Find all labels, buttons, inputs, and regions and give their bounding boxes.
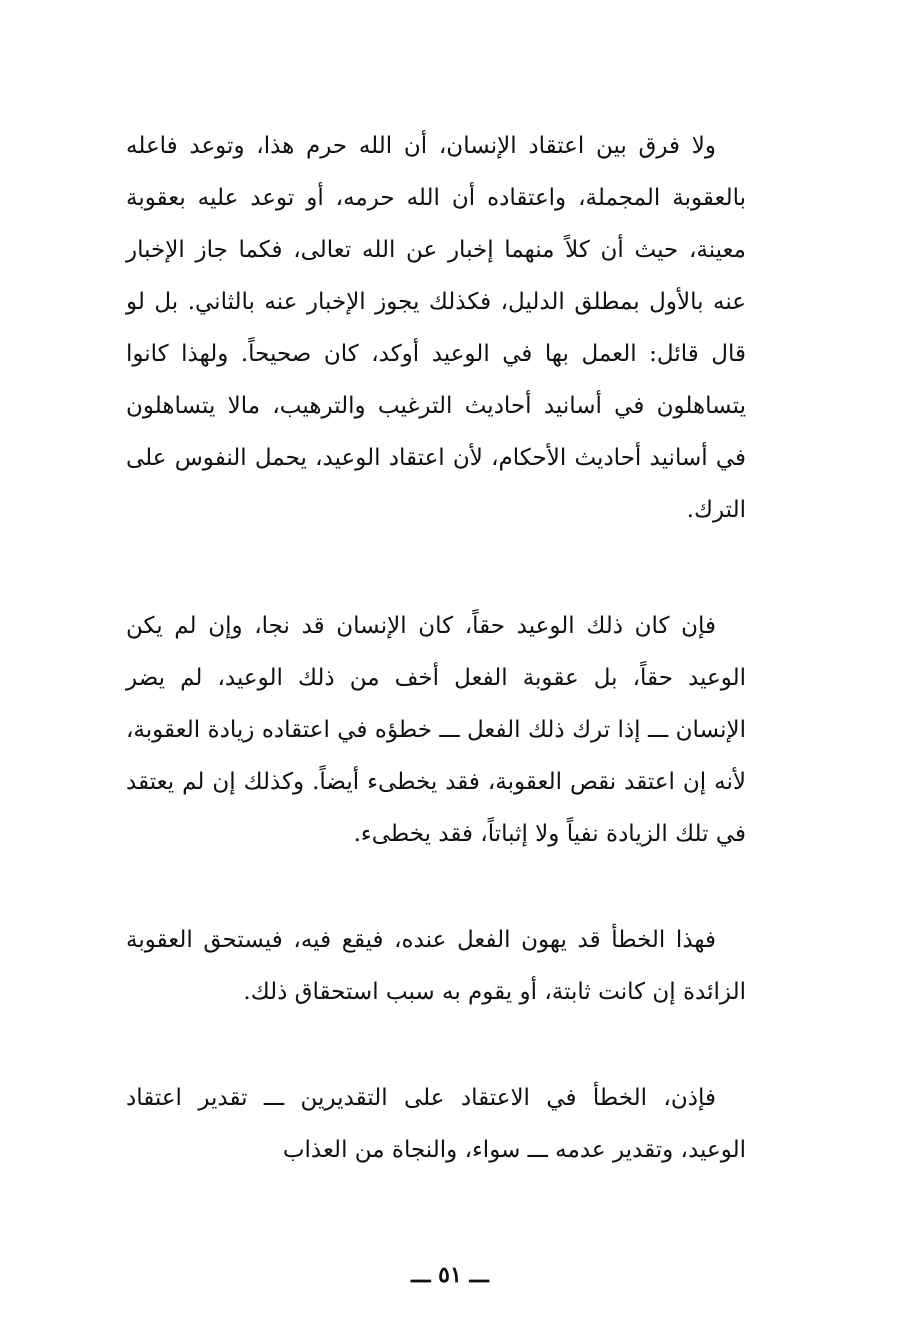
paragraph-4: فإذن، الخطأ في الاعتقاد على التقديرين ـــ تقدير اعتقاد الوعيد، وتقدير عدمه ـــ سواء، والنجاة من العذاب <box>126 1085 746 1163</box>
body-text <box>126 1072 746 1176</box>
paragraph-2: فإن كان ذلك الوعيد حقاً، كان الإنسان قد نجا، وإن لم يكن الوعيد حقاً، بل عقوبة الفعل أخف من ذلك الوعيد، لم يضر الإنسان ـــ إذا ترك ذلك الفعل ـــ خطؤه في اعتقاده زيادة العقوبة، لأنه إن اعتقد نقص العقوبة، فقد يخطىء أيضاً. وكذلك إن لم يعتقد في تلك الزيادة نفياً ولا إثباتاً، فقد يخطىء. <box>126 613 746 847</box>
page-number: ـــ ٥١ ـــ <box>411 1262 489 1288</box>
paragraph-3: فهذا الخطأ قد يهون الفعل عنده، فيقع فيه، فيستحق العقوبة الزائدة إن كانت ثابتة، أو يقوم به سبب استحقاق ذلك. <box>126 927 746 1005</box>
paragraph-1: ولا فرق بين اعتقاد الإنسان، أن الله حرم هذا، وتوعد فاعله بالعقوبة المجملة، واعتقاده أن الله حرمه، أو توعد عليه بعقوبة معينة، حيث أن كلاً منهما إخبار عن الله تعالى، فكما جاز الإخبار عنه بالأول بمطلق الدليل، فكذلك يجوز الإخبار عنه بالثاني. بل لو قال قائل: العمل بها في الوعيد أوكد، كان صحيحاً. ولهذا كانوا يتساهلون في أسانيد أحاديث الترغيب والترهيب، مالا يتساهلون في أسانيد أحاديث الأحكام، لأن اعتقاد الوعيد، يحمل النفوس على الترك. <box>126 133 746 523</box>
body-text <box>126 600 746 860</box>
body-text <box>126 120 746 536</box>
body-text <box>126 914 746 1018</box>
